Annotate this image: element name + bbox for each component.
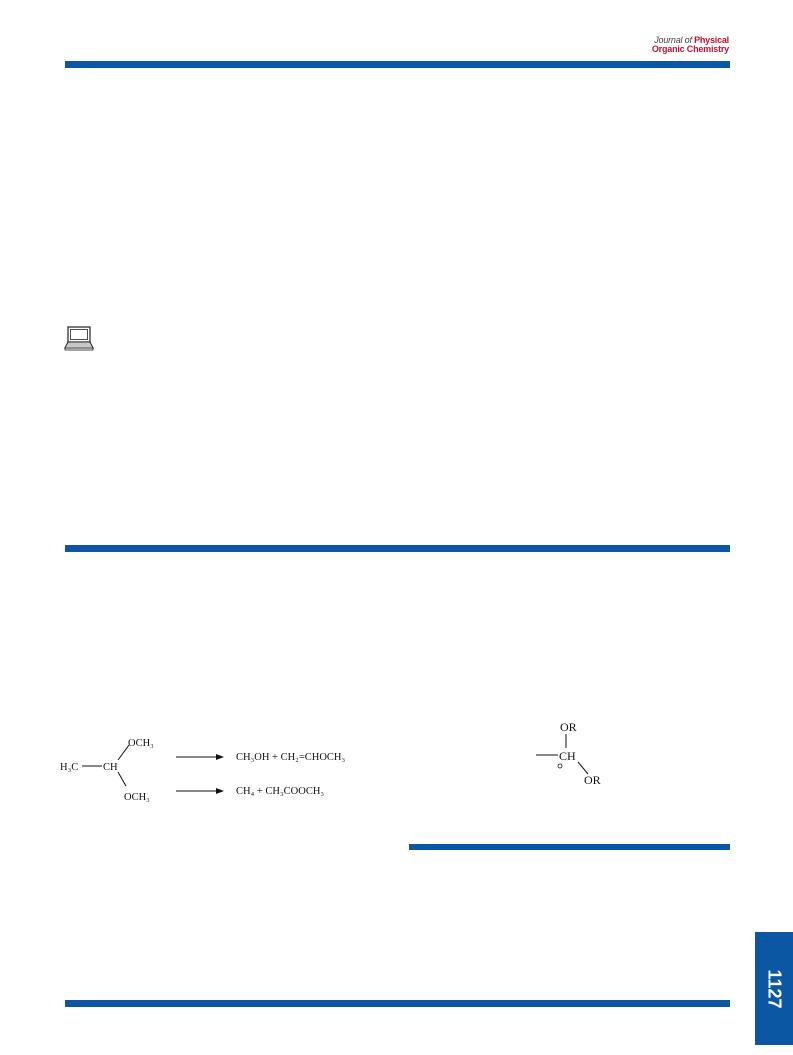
computer-icon: [64, 326, 94, 352]
page-number-tab: [755, 932, 793, 1045]
journal-logo-line1: Journal of Physical: [654, 35, 729, 45]
reactant-left-group: H₃C: [60, 762, 79, 773]
acetal-structure: [530, 718, 620, 793]
column-rule: [409, 844, 730, 850]
product-1: CH₃OH + CH₂=CHOCH₃: [236, 752, 346, 763]
structure-center-atom: CH: [559, 749, 576, 763]
structure-top-group: OR: [560, 720, 577, 734]
section-rule: [65, 545, 730, 552]
page-number: 1127: [764, 968, 785, 1009]
reaction-scheme: [56, 732, 386, 812]
reactant-bottom-group: OCH₃: [124, 792, 150, 803]
journal-logo-line2: Organic Chemistry: [651, 44, 729, 54]
reactant-center-atom: CH: [103, 762, 118, 773]
reactant-top-group: OCH₃: [128, 738, 154, 749]
bottom-rule: [65, 1000, 730, 1007]
structure-bottom-group: OR: [584, 773, 601, 787]
top-rule: [65, 61, 730, 68]
journal-logo: [652, 36, 729, 54]
product-2: CH₄ + CH₃COOCH₃: [236, 786, 325, 797]
